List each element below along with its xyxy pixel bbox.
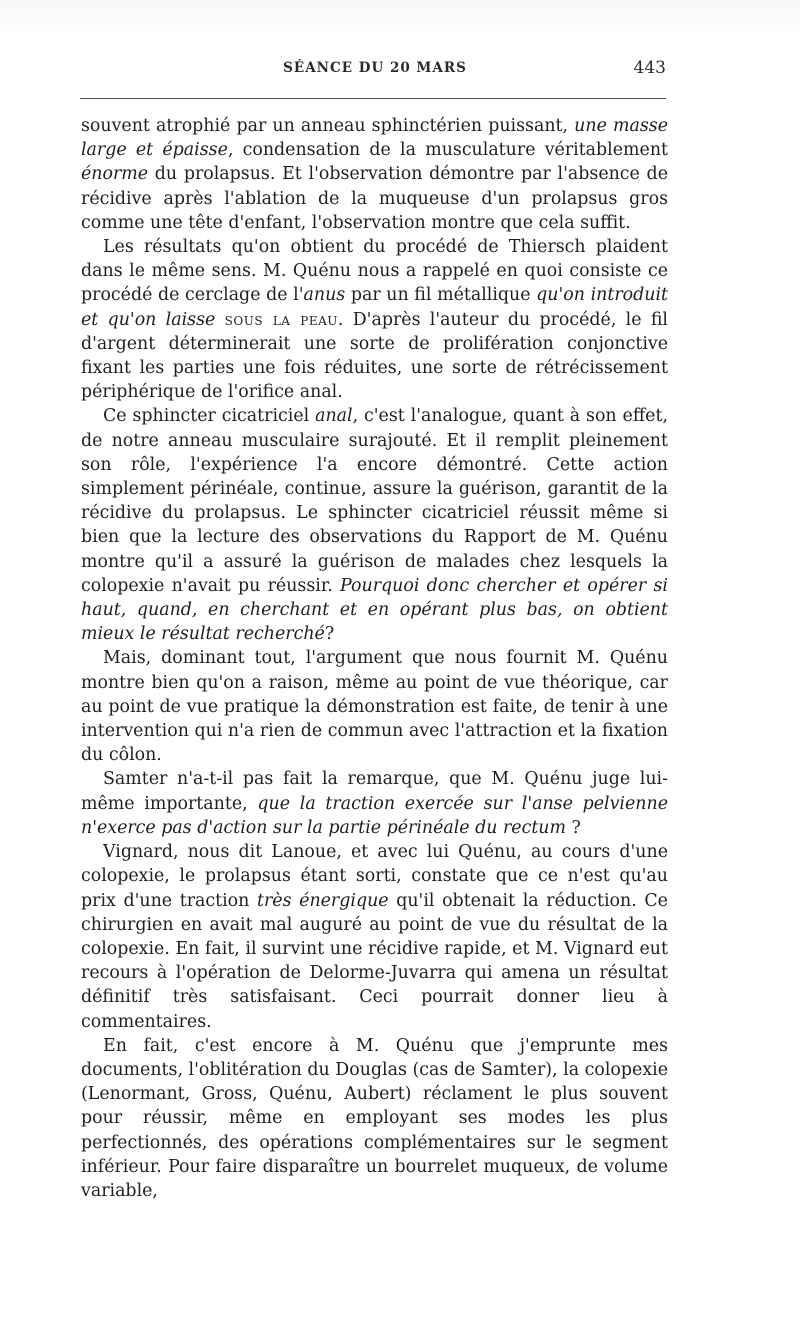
text-run: , condensation de la musculature véritablement (227, 140, 669, 161)
text-run: , c'est l'analogue, quant à son effet, de notre anneau musculaire surajouté. Et il remplit pleinement son rôle, l'expérience l'a encore démontré. Cette action simplement périnéale, continue, assure la guérison, garantit de la récidive du prolapsus. Le sphincter cicatriciel réussit même si bien que la lecture des observations du Rapport de M. Quénu montre qu'il a assuré la guérison de malades chez lesquels la colopexie n'avait pu réussir. (81, 406, 668, 596)
text-run: qu'il obtenait la réduction. Ce chirurgien en avait mal auguré au point de vue du résultat de la colopexie. En fait, il survint une récidive rapide, et M. Vignard eut recours à l'opération de Delorme-Juvarra qui amena un résultat définitif très satisfaisant. Ceci pourrait donner lieu à commentaires. (81, 890, 668, 1032)
italic-run: énorme (81, 164, 149, 185)
paragraph (81, 404, 668, 646)
paragraph (81, 646, 668, 767)
text-run: Vignard, nous dit Lanoue, et avec lui Quénu, au cours d'une colopexie, le prolapsus étant sorti, constate que ce n'est qu'au prix d'une traction (81, 842, 668, 911)
text-run: ? (324, 624, 335, 645)
text-run (215, 310, 224, 330)
page-header (80, 60, 670, 84)
text-run: ? (566, 817, 581, 838)
header-rule (80, 98, 666, 99)
paragraph (81, 1034, 668, 1203)
text-run: Les résultats qu'on obtient du procédé de Thiersch plaident dans le même sens. M. Quénu nous a rappelé en quoi consiste ce procédé de cerclage de l' (81, 237, 668, 306)
italic-run: anus (303, 285, 346, 306)
body-text (81, 114, 668, 1203)
italic-run: que la traction exercée sur l'anse pelvienne n'exerce pas d'action sur la partie périnéale du rectum (81, 793, 668, 838)
text-run: Mais, dominant tout, l'argument que nous fournit M. Quénu montre bien qu'on a raison, même au point de vue théorique, car au point de vue pratique la démonstration est faite, de tenir à une intervention qui n'a rien de commun avec l'attraction et la fixation du côlon. (81, 648, 668, 766)
text-run: Samter n'a-t-il pas fait la remarque, que M. Quénu juge lui-même importante, (81, 769, 668, 814)
running-head: SÉANCE DU 20 MARS (283, 60, 467, 76)
text-run: souvent atrophié par un anneau sphinctérien puissant, (81, 116, 575, 136)
italic-run: très énergique (256, 890, 389, 911)
text-run: Ce sphincter cicatriciel (103, 406, 316, 427)
text-run: du prolapsus. Et l'observation démontre par l'absence de récidive après l'ablation de la muqueuse d'un prolapsus gros comme une tête d'enfant, l'observation montre que cela suffit. (81, 164, 668, 233)
paragraph (81, 767, 668, 840)
italic-run: une masse large et épaisse (81, 116, 668, 161)
text-run: . D'après l'auteur du procédé, le fil d'argent déterminerait une sorte de prolifération conjonctive fixant les parties une fois réduites, une sorte de rétrécissement périphérique de l'orifice anal. (81, 309, 668, 403)
italic-run: anal (315, 406, 353, 427)
paragraph (81, 840, 668, 1034)
text-run: En fait, c'est encore à M. Quénu que j'emprunte mes documents, l'oblitération du Douglas (cas de Samter), la colopexie (Lenormant, Gross, Quénu, Aubert) réclament le plus souvent pour réussir, même en employant ses modes les plus perfectionnés, des opérations complémentaires sur le segment inférieur. Pour faire disparaître un bourrelet muqueux, de volume variable, (81, 1035, 668, 1201)
paragraph (81, 235, 668, 404)
italic-run: qu'on introduit et qu'on laisse (81, 285, 668, 330)
italic-run: Pourquoi donc chercher et opérer si haut, quand, en cherchant et en opérant plus bas, on obtient mieux le résultat recherché (81, 575, 668, 645)
paragraph (81, 114, 668, 235)
smallcaps-run: sous la peau (224, 309, 338, 330)
page-number: 443 (633, 58, 666, 78)
text-run: par un fil métallique (345, 285, 537, 306)
